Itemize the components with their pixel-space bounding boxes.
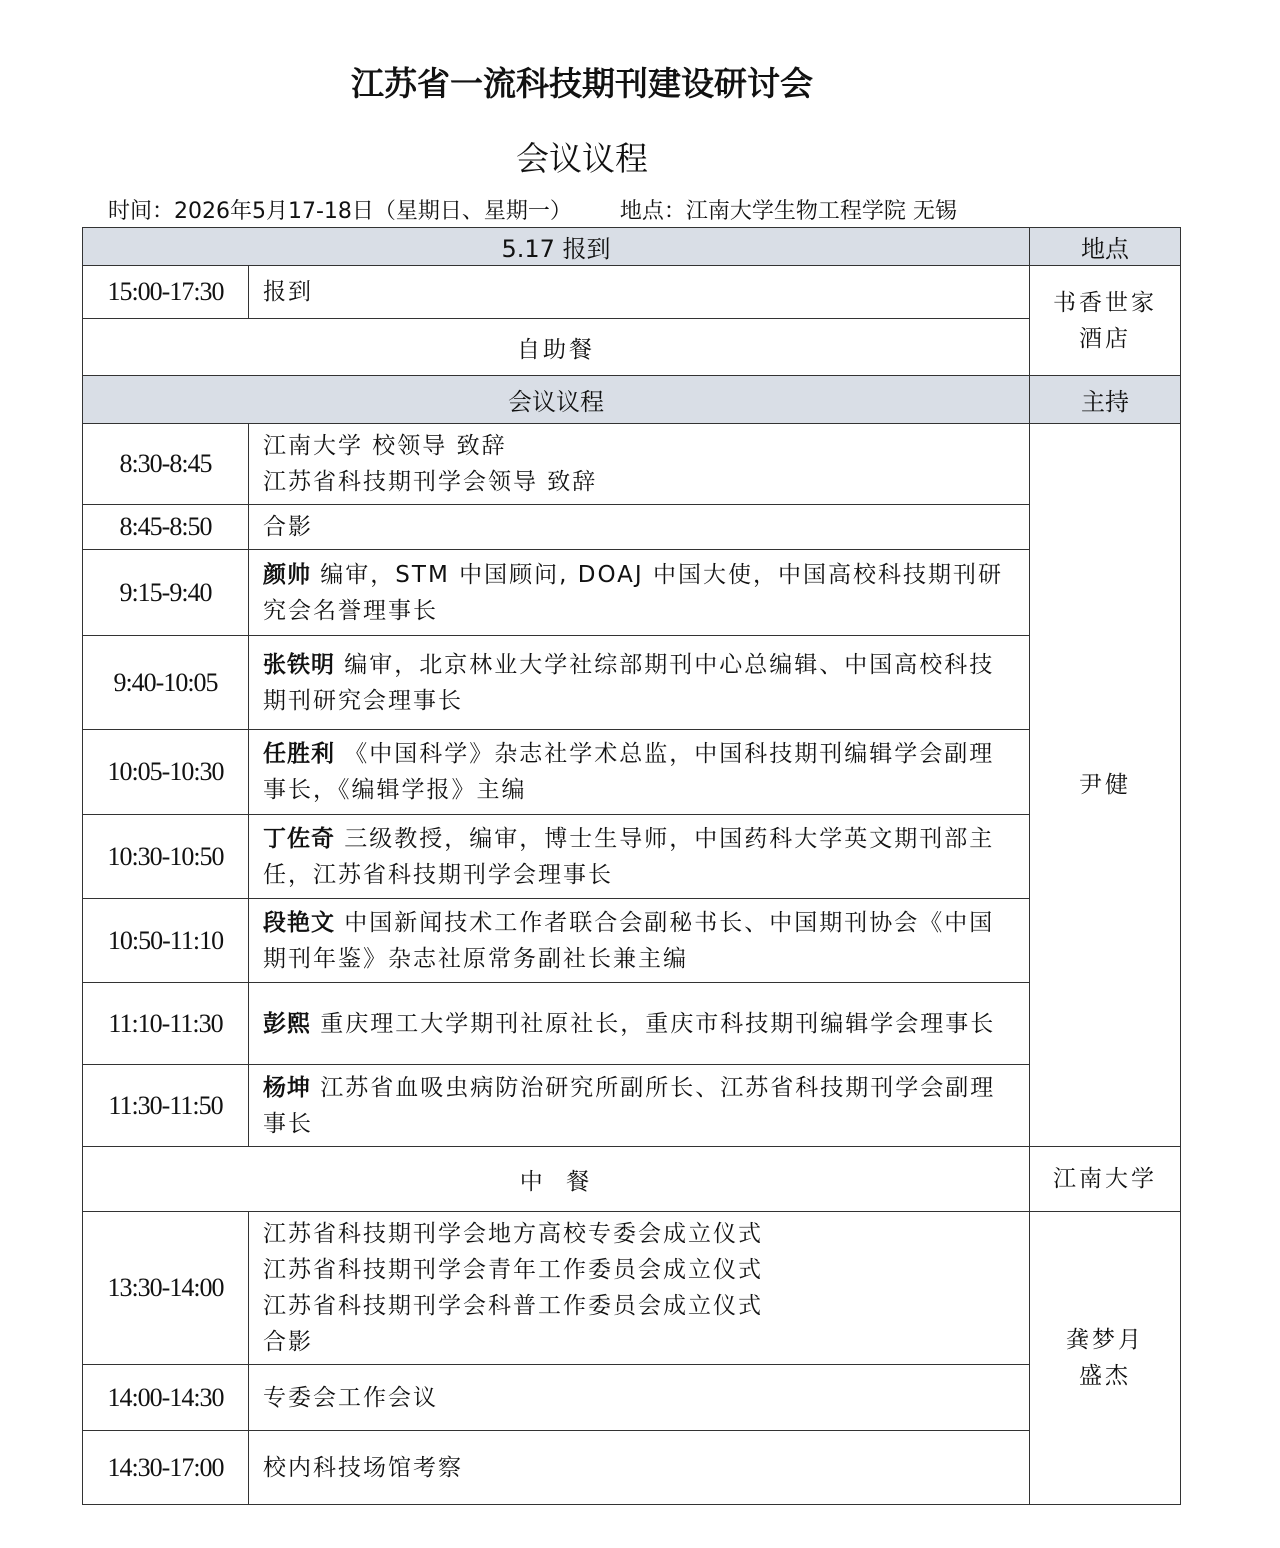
table-row — [83, 815, 1181, 899]
row-description: 江南大学 校领导 致辞 江苏省科技期刊学会领导 致辞 — [249, 424, 1030, 505]
meeting-time: 时间：2026年5月17-18日（星期日、星期一） — [108, 199, 572, 224]
meeting-meta — [108, 194, 957, 225]
table-row — [83, 899, 1181, 983]
row-description: 颜帅 编审，STM 中国顾问, DOAJ 中国大使，中国高校科技期刊研究会名誉理事长 — [249, 550, 1030, 636]
row-description: 杨坤 江苏省血吸虫病防治研究所副所长、江苏省科技期刊学会副理事长 — [249, 1065, 1030, 1147]
table-row — [83, 1065, 1181, 1147]
row-time: 8:45-8:50 — [83, 505, 249, 550]
row-time: 10:50-11:10 — [83, 899, 249, 983]
venue-cell: 书香世家 酒店 — [1030, 266, 1181, 376]
document-title: 江苏省一流科技期刊建设研讨会 — [351, 64, 813, 103]
document-subtitle: 会议议程 — [516, 139, 648, 178]
row-description: 专委会工作会议 — [249, 1365, 1030, 1431]
row-description: 合影 — [249, 505, 1030, 550]
table-row — [83, 550, 1181, 636]
row-time: 10:05-10:30 — [83, 730, 249, 815]
day2-heading: 会议议程 — [83, 376, 1030, 424]
table-row — [83, 636, 1181, 730]
row-time: 13:30-14:00 — [83, 1212, 249, 1365]
buffet-cell: 自助餐 — [83, 319, 1030, 376]
row-description: 张铁明 编审，北京林业大学社综部期刊中心总编辑、中国高校科技期刊研究会理事长 — [249, 636, 1030, 730]
table-row — [83, 424, 1181, 505]
row-description: 彭熙 重庆理工大学期刊社原社长，重庆市科技期刊编辑学会理事长 — [249, 983, 1030, 1065]
lunch-row — [83, 1147, 1181, 1212]
row-time: 10:30-10:50 — [83, 815, 249, 899]
day1-heading: 5.17 报到 — [83, 228, 1030, 266]
speaker-name: 丁佐奇 — [263, 825, 335, 852]
afternoon-host-cell: 龚梦月 盛杰 — [1030, 1212, 1181, 1505]
table-row — [83, 319, 1181, 376]
row-description: 校内科技场馆考察 — [249, 1431, 1030, 1505]
row-time: 8:30-8:45 — [83, 424, 249, 505]
row-time: 9:40-10:05 — [83, 636, 249, 730]
row-time: 14:30-17:00 — [83, 1431, 249, 1505]
venue-heading: 地点 — [1030, 228, 1181, 266]
speaker-name: 段艳文 — [263, 909, 335, 936]
speaker-name: 颜帅 — [263, 561, 311, 588]
meeting-place: 地点：江南大学生物工程学院 无锡 — [619, 199, 957, 224]
row-description: 江苏省科技期刊学会地方高校专委会成立仪式 江苏省科技期刊学会青年工作委员会成立仪式 江苏省科技期刊学会科普工作委员会成立仪式 合影 — [249, 1212, 1030, 1365]
speaker-name: 彭熙 — [263, 1010, 311, 1037]
table-row — [83, 1212, 1181, 1365]
table-row — [83, 505, 1181, 550]
row-time: 14:00-14:30 — [83, 1365, 249, 1431]
day1-header-row — [83, 228, 1181, 266]
lunch-venue-cell: 江南大学 — [1030, 1147, 1181, 1212]
table-row — [83, 1365, 1181, 1431]
row-description: 丁佐奇 三级教授，编审，博士生导师，中国药科大学英文期刊部主任，江苏省科技期刊学会理事长 — [249, 815, 1030, 899]
table-row — [83, 983, 1181, 1065]
table-row — [83, 266, 1181, 319]
speaker-name: 任胜利 — [263, 741, 335, 767]
lunch-cell: 中 餐 — [83, 1147, 1030, 1212]
row-time: 11:10-11:30 — [83, 983, 249, 1065]
speaker-name: 张铁明 — [263, 651, 335, 678]
table-row — [83, 1431, 1181, 1505]
row-description: 段艳文 中国新闻技术工作者联合会副秘书长、中国期刊协会《中国期刊年鉴》杂志社原常务副社长兼主编 — [249, 899, 1030, 983]
row-description: 任胜利 《中国科学》杂志社学术总监，中国科技期刊编辑学会副理事长，《编辑学报》主编 — [249, 730, 1030, 815]
day2-header-row — [83, 376, 1181, 424]
table-row — [83, 730, 1181, 815]
speaker-name: 杨坤 — [263, 1074, 311, 1101]
morning-host-cell: 尹健 — [1030, 424, 1181, 1147]
row-time: 9:15-9:40 — [83, 550, 249, 636]
row-time: 15:00-17:30 — [83, 266, 249, 319]
row-time: 11:30-11:50 — [83, 1065, 249, 1147]
agenda-table — [82, 227, 1181, 1505]
host-heading: 主持 — [1030, 376, 1181, 424]
row-description: 报到 — [249, 266, 1030, 319]
